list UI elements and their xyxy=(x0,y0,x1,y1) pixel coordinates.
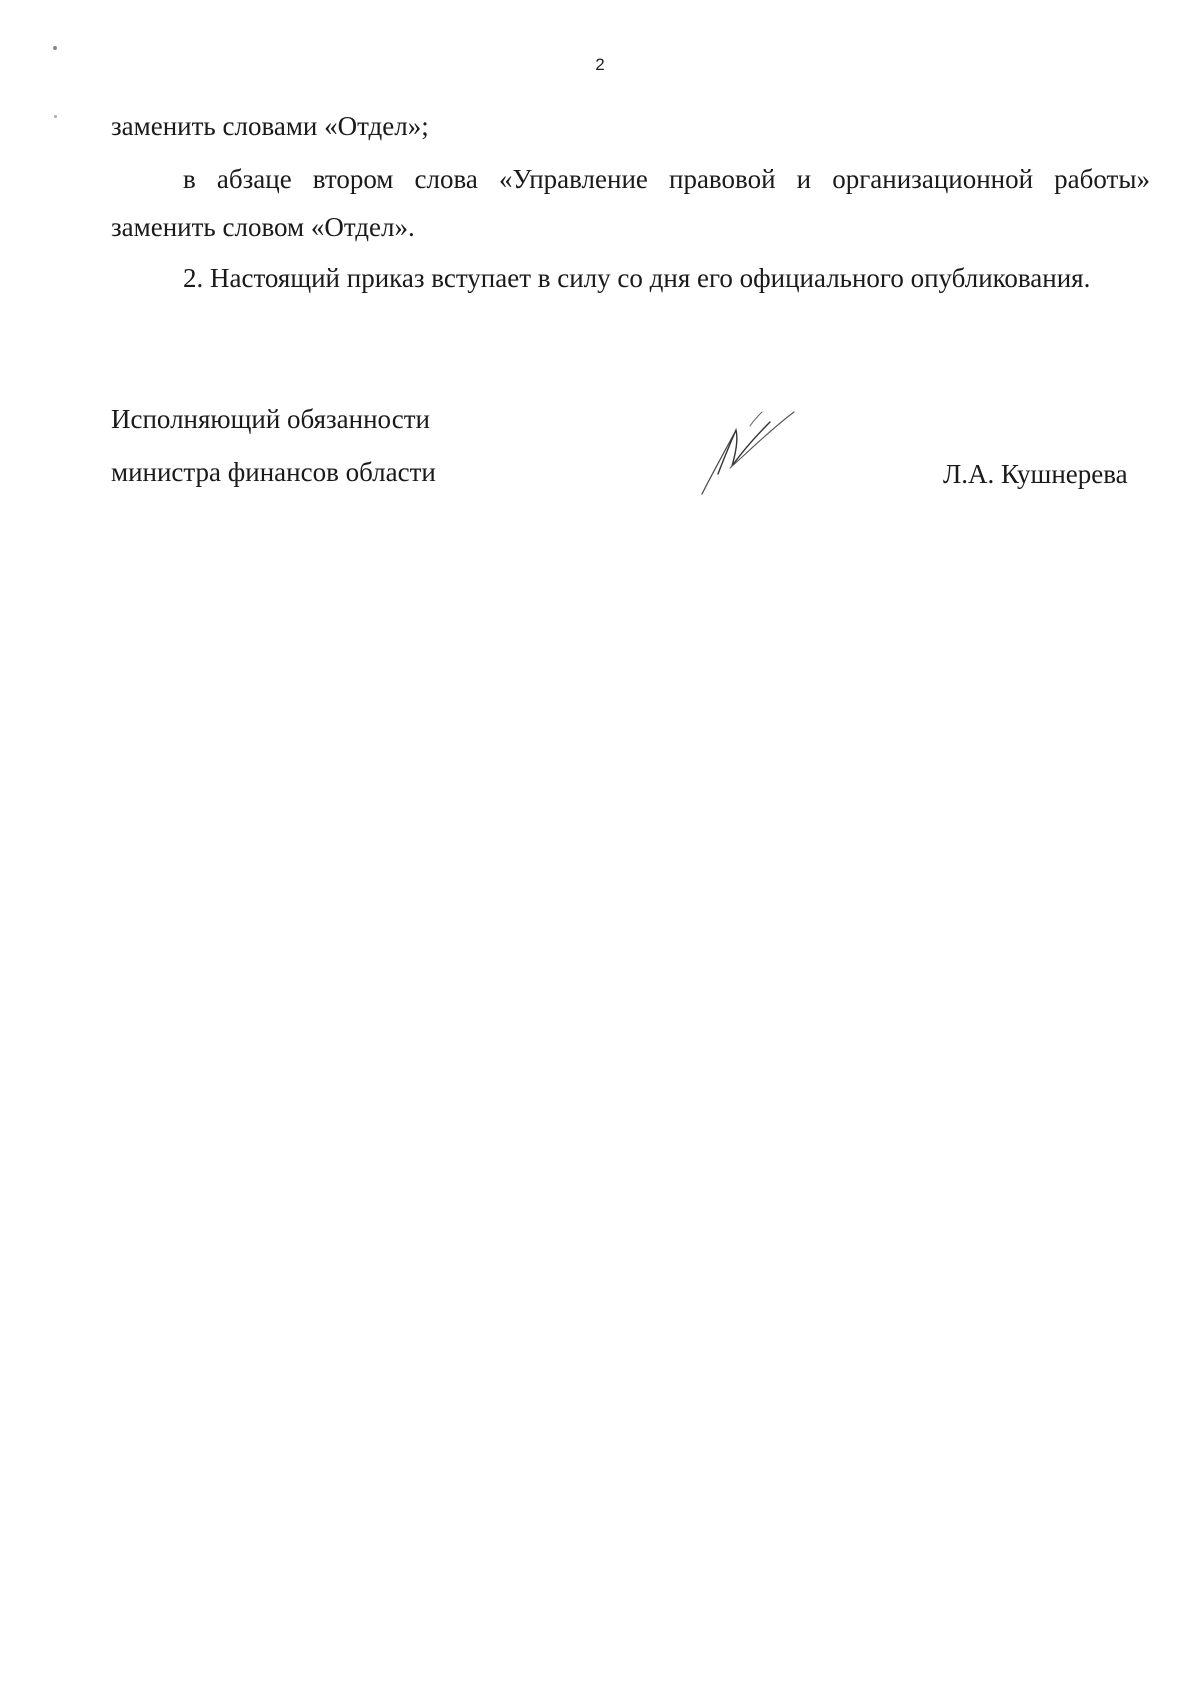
body-text-paragraph-2: 2. Настоящий приказ вступает в силу со дня его официального опубликования. xyxy=(183,263,1091,293)
body-text-line: заменить словами «Отдел»; xyxy=(111,111,429,141)
page-number: 2 xyxy=(595,55,605,74)
handwritten-signature xyxy=(700,408,796,496)
scan-speck xyxy=(54,115,57,118)
body-text-line: в абзаце втором слова «Управление правовой и организационной работы» xyxy=(183,164,1150,194)
scan-speck xyxy=(53,46,57,50)
signatory-title: министра финансов области xyxy=(111,457,436,487)
signatory-name: Л.А. Кушнерева xyxy=(943,459,1128,489)
signatory-title: Исполняющий обязанности xyxy=(111,404,430,434)
body-text-line: заменить словом «Отдел». xyxy=(111,212,415,242)
